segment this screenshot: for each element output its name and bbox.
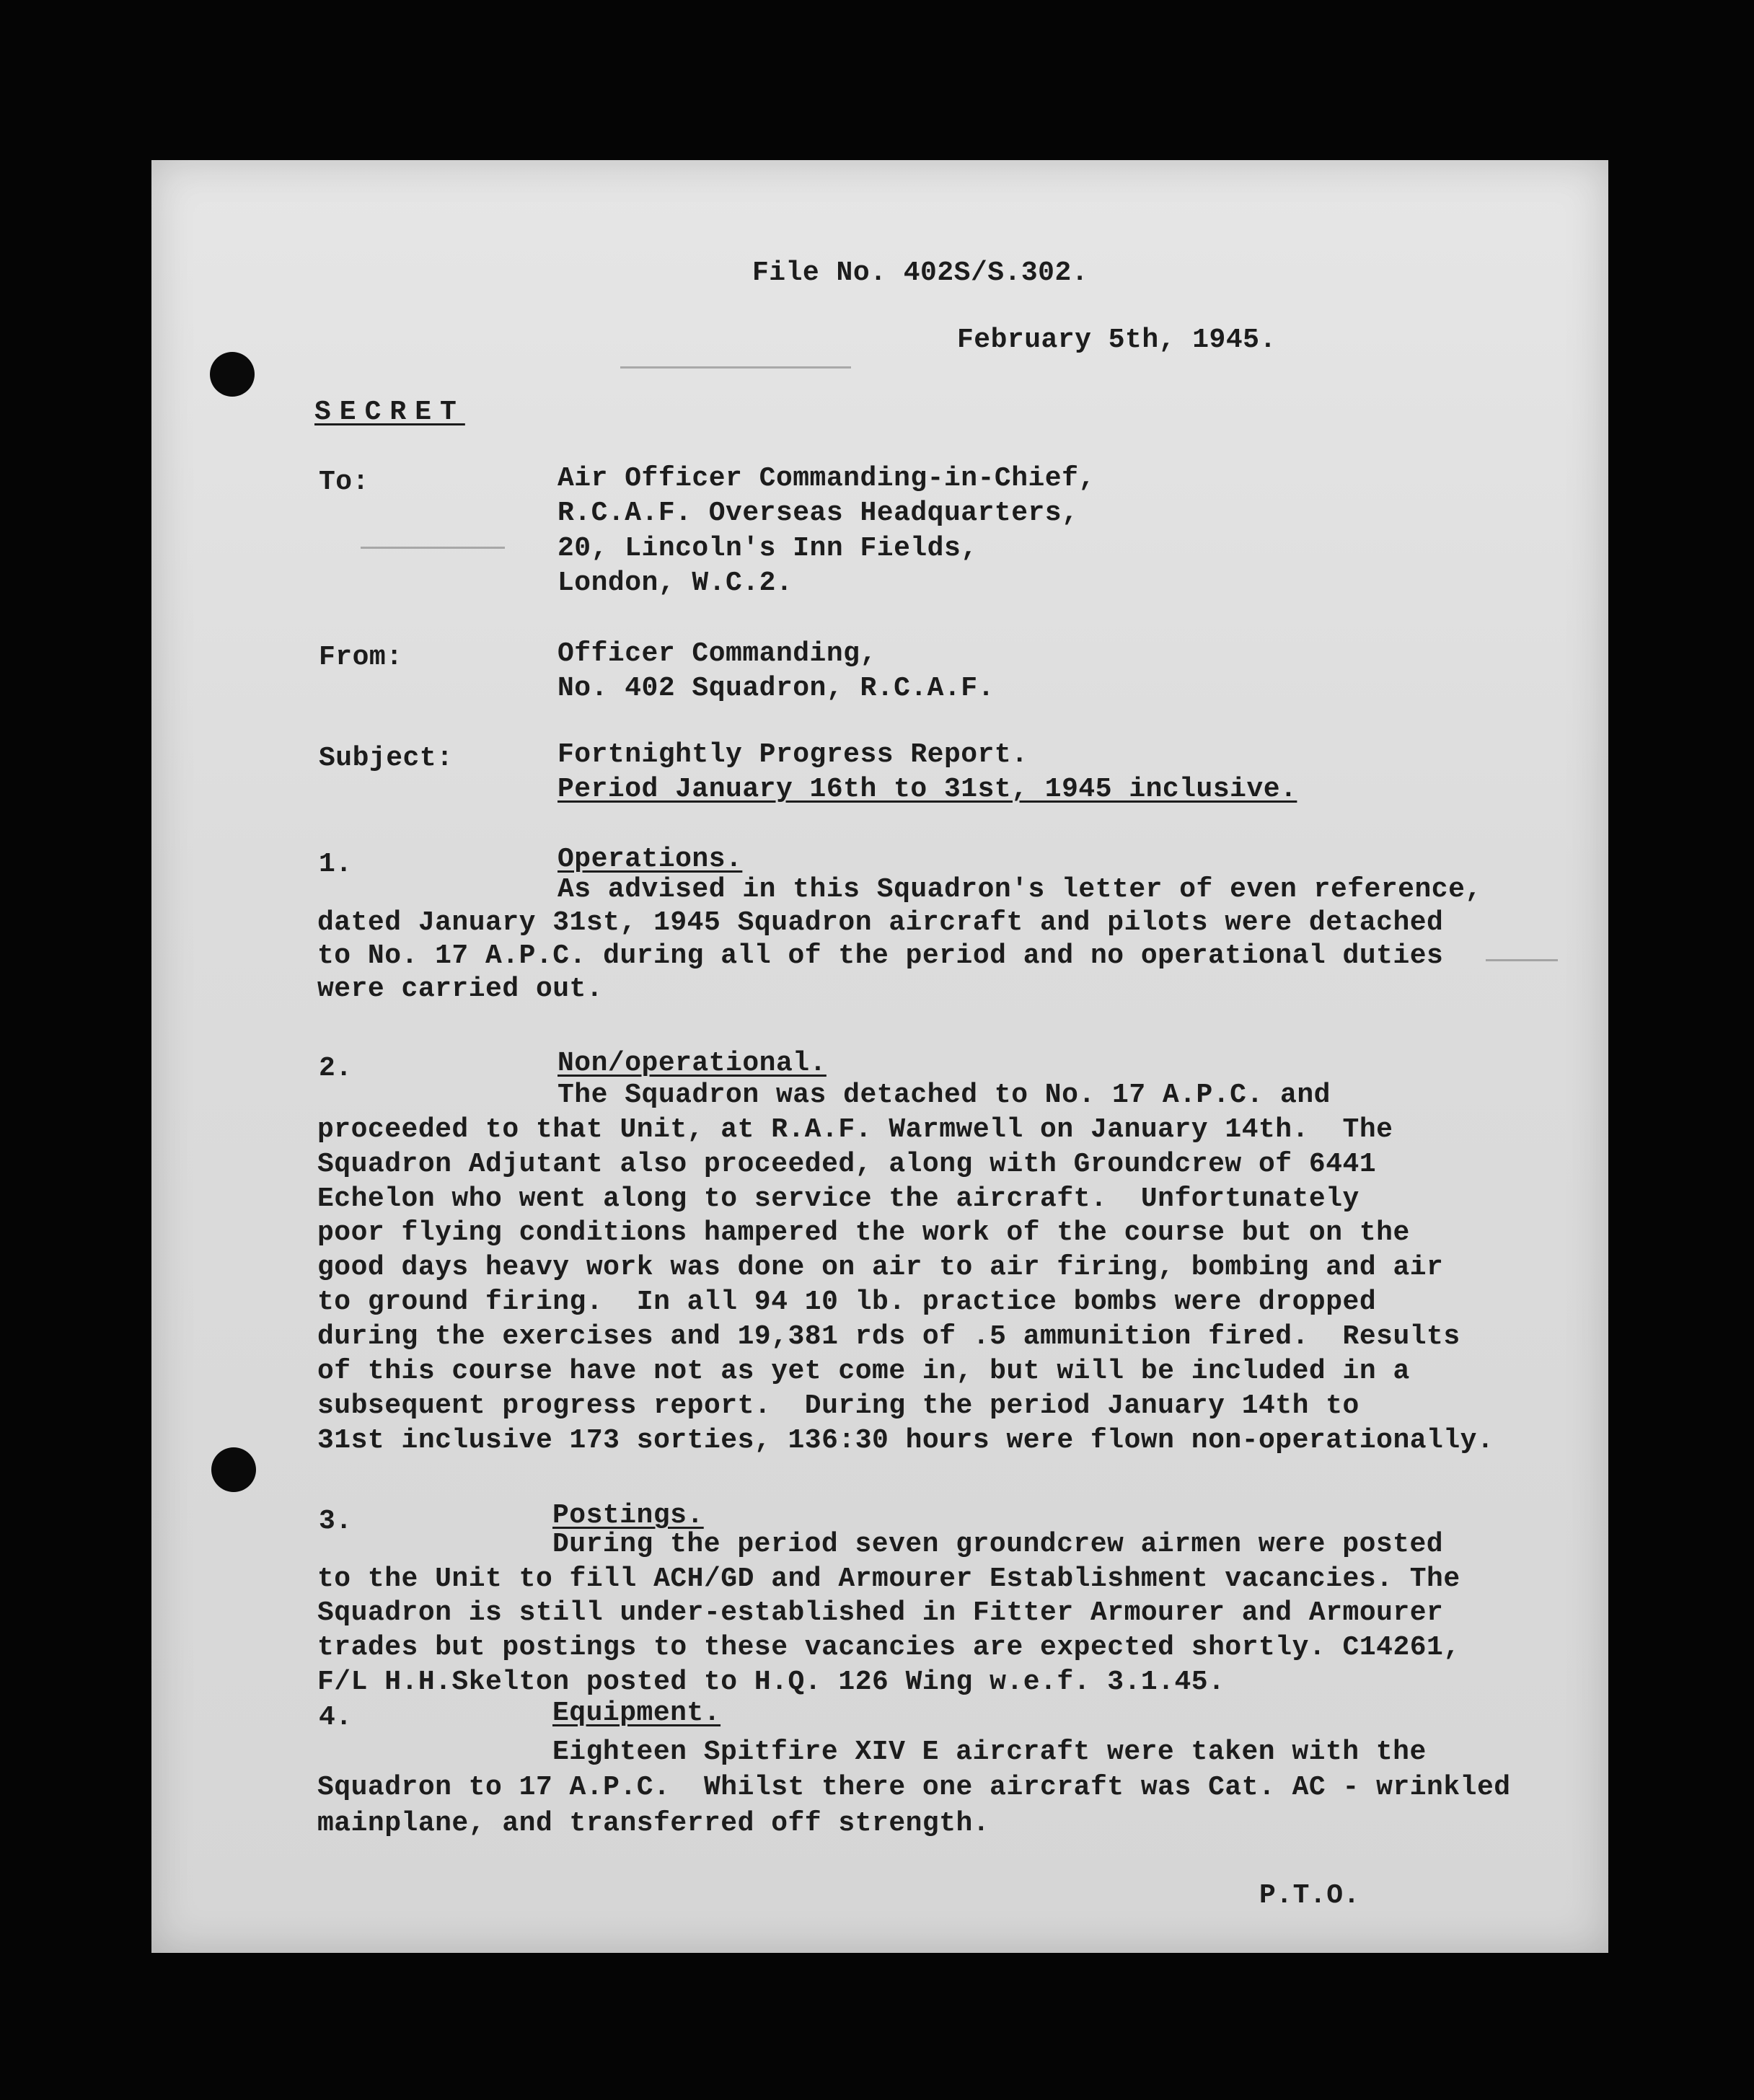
body-line: subsequent progress report. During the period January 14th to [317, 1390, 1359, 1421]
body-line: were carried out. [317, 974, 604, 1005]
subject-line: Fortnightly Progress Report. [558, 739, 1028, 770]
smudge-mark [361, 547, 505, 549]
section-number: 3. [319, 1506, 353, 1537]
body-line: good days heavy work was done on air to air firing, bombing and air [317, 1252, 1444, 1283]
subject-period-line: Period January 16th to 31st, 1945 inclusive. [558, 774, 1297, 805]
smudge-mark [1486, 959, 1558, 961]
to-address-line: Air Officer Commanding-in-Chief, [558, 463, 1096, 494]
to-label: To: [319, 467, 369, 498]
body-line: mainplane, and transferred off strength. [317, 1808, 990, 1839]
body-line: poor flying conditions hampered the work of the course but on the [317, 1217, 1410, 1248]
section-heading-non-operational: Non/operational. [558, 1048, 827, 1079]
section-heading-operations: Operations. [558, 844, 743, 875]
subject-label: Subject: [319, 743, 454, 774]
body-line: dated January 31st, 1945 Squadron aircraft and pilots were detached [317, 907, 1444, 938]
section-number: 2. [319, 1053, 353, 1084]
body-line: during the exercises and 19,381 rds of .5 ammunition fired. Results [317, 1321, 1460, 1352]
body-line: During the period seven groundcrew airmen were posted [552, 1529, 1444, 1560]
body-line: to ground firing. In all 94 10 lb. practice bombs were dropped [317, 1287, 1377, 1318]
punch-hole-bottom [211, 1447, 256, 1492]
section-heading-equipment: Equipment. [552, 1698, 721, 1729]
body-line: Squadron is still under-established in Fitter Armourer and Armourer [317, 1597, 1444, 1628]
body-line: of this course have not as yet come in, but will be included in a [317, 1356, 1410, 1387]
section-heading-postings: Postings. [552, 1500, 704, 1531]
body-line: trades but postings to these vacancies are expected shortly. C14261, [317, 1632, 1460, 1663]
please-turn-over-note: P.T.O. [1259, 1880, 1360, 1911]
to-address-line: 20, Lincoln's Inn Fields, [558, 533, 978, 564]
body-line: Echelon who went along to service the aircraft. Unfortunately [317, 1183, 1359, 1214]
from-line: No. 402 Squadron, R.C.A.F. [558, 673, 995, 704]
letter-date: February 5th, 1945. [957, 325, 1277, 356]
body-line: to No. 17 A.P.C. during all of the period and no operational duties [317, 940, 1444, 971]
section-number: 4. [319, 1702, 353, 1733]
body-line: proceeded to that Unit, at R.A.F. Warmwell on January 14th. The [317, 1114, 1393, 1145]
body-line: 31st inclusive 173 sorties, 136:30 hours were flown non-operationally. [317, 1425, 1494, 1456]
body-line: Squadron to 17 A.P.C. Whilst there one aircraft was Cat. AC - wrinkled [317, 1772, 1511, 1803]
to-address-line: London, W.C.2. [558, 568, 793, 599]
body-line: As advised in this Squadron's letter of even reference, [558, 874, 1482, 905]
body-line: The Squadron was detached to No. 17 A.P.C. and [558, 1080, 1331, 1111]
from-line: Officer Commanding, [558, 638, 877, 669]
from-label: From: [319, 642, 403, 673]
section-number: 1. [319, 849, 353, 880]
classification-marking: SECRET [314, 397, 465, 428]
file-number: File No. 402S/S.302. [752, 257, 1089, 288]
body-line: Eighteen Spitfire XIV E aircraft were taken with the [552, 1737, 1427, 1768]
smudge-mark [620, 366, 851, 369]
body-line: F/L H.H.Skelton posted to H.Q. 126 Wing w.e.f. 3.1.45. [317, 1667, 1225, 1698]
body-line: to the Unit to fill ACH/GD and Armourer Establishment vacancies. The [317, 1563, 1460, 1594]
body-line: Squadron Adjutant also proceeded, along with Groundcrew of 6441 [317, 1149, 1377, 1180]
to-address-line: R.C.A.F. Overseas Headquarters, [558, 498, 1079, 529]
punch-hole-top [210, 352, 255, 397]
